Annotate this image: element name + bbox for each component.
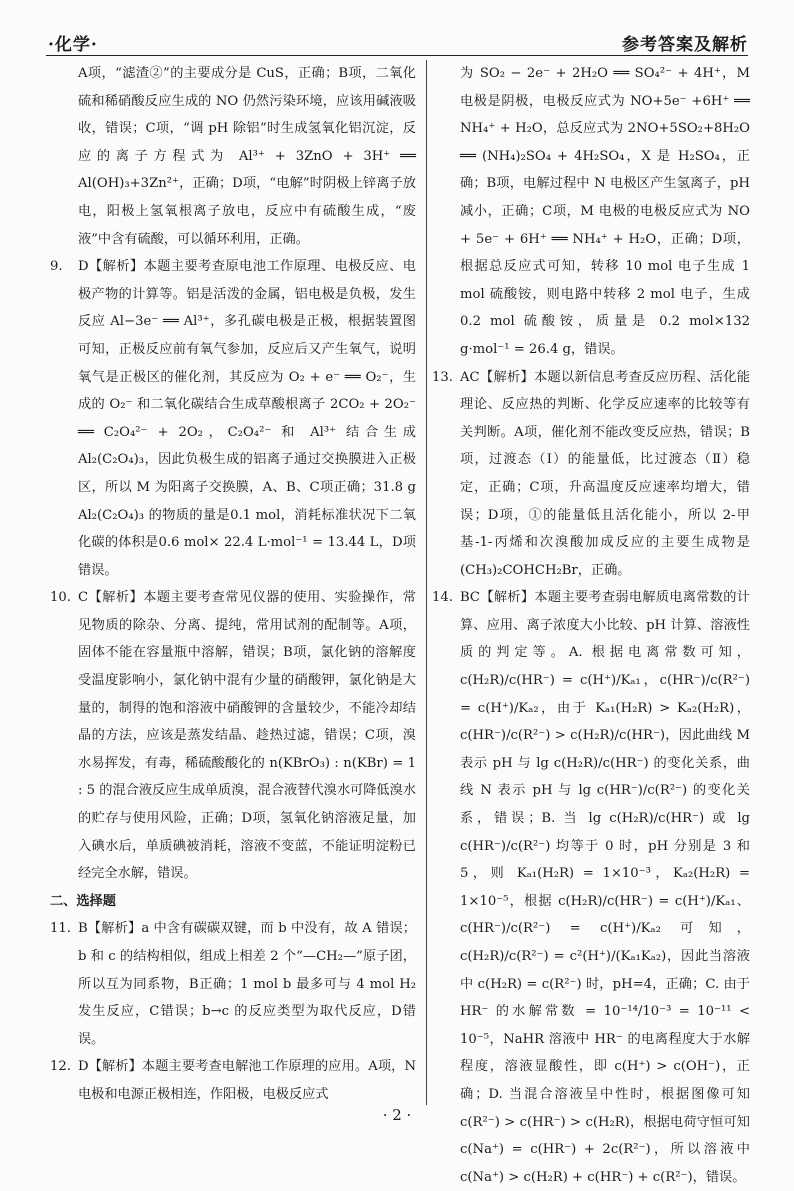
question-number: 13.	[432, 369, 453, 385]
continued-answer-8: A项，“滤渣②”的主要成分是 CuS，正确；B项，二氧化硫和稀硝酸反应生成的 NO 仍然污染环境，应该用碱液吸收，错误；C项，“调 pH 除铝”时生成氢氧化铝沉淀，反应的离子方程式为 Al³⁺ + 3ZnO + 3H⁺ ══ Al(OH)₃+3Zn²⁺，正确；D项，“电解”时阴极上锌离子放电，阳极上氢氧根离子放电，反应中有硫酸生成，“废液”中含有硫酸，可以循环利用，正确。	[78, 66, 416, 247]
left-column	[50, 60, 416, 1109]
question-number: 10.	[50, 590, 71, 606]
answer-9	[50, 253, 416, 584]
answer-text: D【解析】本题主要考查原电池工作原理、电极反应、电极产物的计算等。铝是活泼的金属，铝电极是负极，发生反应 Al−3e⁻ ══ Al³⁺，多孔碳电极是正极，根据装置图可知，正极反应前有氧气参加，反应后又产生氧气，说明氧气是正极区的催化剂，其反应为 O₂ + e⁻ ══ O₂⁻，生成的 O₂⁻ 和二氧化碳结合生成草酸根离子 2CO₂ + 2O₂⁻ ══ C₂O₄²⁻ + 2O₂，C₂O₄²⁻ 和 Al³⁺ 结合生成 Al₂(C₂O₄)₃，因此负极生成的铝离子通过交换膜进入正极区，所以 M 为阳离子交换膜，A、B、C项正确；31.8 g Al₂(C₂O₄)₃ 的物质的量是0.1 mol，消耗标准状况下二氧化碳的体积是0.6 mol× 22.4 L·mol⁻¹ = 13.44 L，D项错误。	[78, 259, 416, 578]
question-number: 11.	[50, 921, 71, 937]
answer-13	[432, 364, 750, 585]
answer-text: AC【解析】本题以新信息考查反应历程、活化能理论、反应热的判断、化学反应速率的比较等有关判断。A项，催化剂不能改变反应热，错误；B项，过渡态（Ⅰ）的能量低，比过渡态（Ⅱ）稳定，正确；C项，升高温度反应速率均增大，错误；D项，①的能量低且活化能小，所以 2-甲基-1-丙烯和次溴酸加成反应的主要生成物是(CH₃)₂COHCH₂Br，正确。	[460, 369, 750, 578]
page-number: · 2 ·	[382, 1106, 412, 1124]
answer-11	[50, 915, 416, 1053]
question-number: 12.	[50, 1059, 71, 1075]
answer-10	[50, 584, 416, 888]
section-heading: 二、选择题	[50, 893, 116, 909]
subject-label: ·化学·	[48, 35, 98, 55]
answer-text: C【解析】本题主要考查常见仪器的使用、实验操作，常见物质的除杂、分离、提纯，常用试剂的配制等。A项，固体不能在容量瓶中溶解，错误；B项，氯化钠的溶解度受温度影响小，氯化钠中混有少量的硝酸钾，氯化钠是大量的，制得的饱和溶液中硝酸钾的含量较少，不能冷却结晶的方法，应该是蒸发结晶、趁热过滤，错误；C项，溴水易挥发，有毒，稀硫酸酸化的 n(KBrO₃) : n(KBr) = 1 : 5 的混合液反应生成单质溴，混合液替代溴水可降低溴水的贮存与使用风险，正确；D项，氢氧化钠溶液足量，加入碘水后，单质碘被消耗，溶液不变蓝，不能证明淀粉已经完全水解，错误。	[78, 590, 416, 882]
right-column	[432, 60, 750, 1191]
answer-text: BC【解析】本题主要考查弱电解质电离常数的计算、应用、离子浓度大小比较、pH 计算、溶液性质的判定等。A. 根据电离常数可知，c(H₂R)/c(HR⁻) = c(H⁺)/Kₐ₁，c(HR⁻)/c(R²⁻) = c(H⁺)/Kₐ₂，由于 Kₐ₁(H₂R) > Kₐ₂(H₂R)，c(HR⁻)/c(R²⁻) > c(H₂R)/c(HR⁻)，因此曲线 M 表示 pH 与 lg c(H₂R)/c(HR⁻) 的变化关系，曲线 N 表示 pH 与 lg c(HR⁻)/c(R²⁻) 的变化关系，错误；B. 当 lg c(H₂R)/c(HR⁻) 或 lg c(HR⁻)/c(R²⁻) 均等于 0 时，pH 分别是 3 和 5，则 Kₐ₁(H₂R) = 1×10⁻³，Kₐ₂(H₂R) = 1×10⁻⁵，根据 c(H₂R)/c(HR⁻) = c(H⁺)/Kₐ₁、c(HR⁻)/c(R²⁻) = c(H⁺)/Kₐ₂ 可知，c(H₂R)/c(R²⁻) = c²(H⁺)/(Kₐ₁Kₐ₂)，因此当溶液中 c(H₂R) = c(R²⁻) 时，pH=4，正确；C. 由于 HR⁻ 的水解常数 = 10⁻¹⁴/10⁻³ = 10⁻¹¹ < 10⁻⁵，NaHR 溶液中 HR⁻ 的电离程度大于水解程度，溶液显酸性，即 c(H⁺) > c(OH⁻)，正确；D. 当混合溶液呈中性时，根据图像可知 c(R²⁻) > c(HR⁻) > c(H₂R)，根据电荷守恒可知 c(Na⁺) = c(HR⁻) + 2c(R²⁻)，所以溶液中 c(Na⁺) > c(H₂R) + c(HR⁻) + c(R²⁻)，错误。	[460, 590, 750, 1185]
question-number: 14.	[432, 590, 453, 606]
header-rule	[46, 55, 748, 56]
header-title: 参考答案及解析	[622, 35, 748, 55]
page-header	[48, 26, 748, 56]
question-number: 9.	[50, 259, 63, 275]
answer-12	[50, 1053, 416, 1108]
answer-14	[432, 584, 750, 1191]
continued-answer-12: 为 SO₂ − 2e⁻ + 2H₂O ══ SO₄²⁻ + 4H⁺，M 电极是阴极，电极反应式为 NO+5e⁻ +6H⁺ ══ NH₄⁺ + H₂O，总反应式为 2NO+5SO₂+8H₂O ══ (NH₄)₂SO₄ + 4H₂SO₄，X 是 H₂SO₄，正确；B项，电解过程中 N 电极区产生氢离子，pH 减小，正确；C项，M 电极的电极反应式为 NO + 5e⁻ + 6H⁺ ══ NH₄⁺ + H₂O，正确；D项，根据总反应式可知，转移 10 mol 电子生成 1 mol 硫酸铵，则电路中转移 2 mol 电子，生成 0.2 mol 硫酸铵，质量是 0.2 mol×132 g·mol⁻¹ = 26.4 g，错误。	[460, 66, 750, 357]
column-divider	[426, 60, 427, 1105]
answer-text: D【解析】本题主要考查电解池工作原理的应用。A项，N电极和电源正极相连，作阳极，电极反应式	[78, 1059, 416, 1102]
answer-text: B【解析】a 中含有碳碳双键，而 b 中没有，故 A 错误；b 和 c 的结构相似，组成上相差 2 个“—CH₂—”原子团，所以互为同系物，B正确；1 mol b 最多可与 4 mol H₂ 发生反应，C错误；b→c 的反应类型为取代反应，D错误。	[78, 921, 416, 1047]
